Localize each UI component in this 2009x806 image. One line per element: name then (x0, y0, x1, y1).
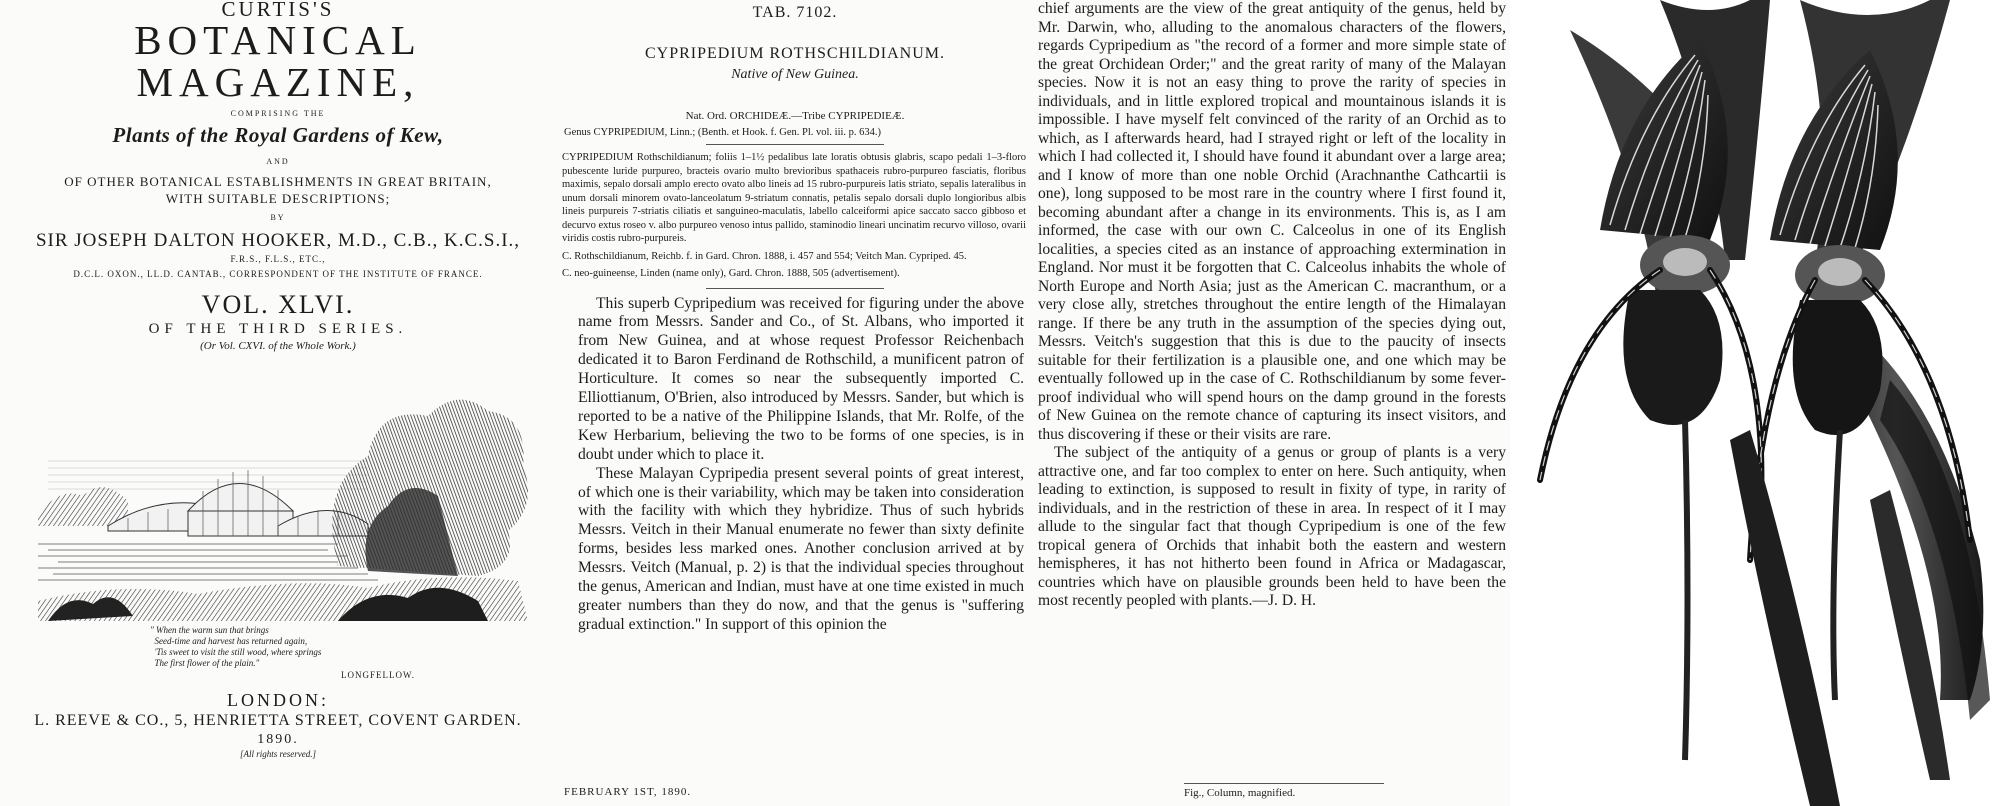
plants-of-kew: Plants of the Royal Gardens of Kew, (112, 123, 444, 147)
other-establishments: OF OTHER BOTANICAL ESTABLISHMENTS IN GREAT BRITAIN, (64, 174, 492, 189)
paragraph: These Malayan Cypripedia present several points of great interest, of which one is their variability, which may be taken into consideration with the facility with which they hybridize. Thus of such hybrids Messrs. Veitch in their Manual enumerate no fewer than sixty definite forms, besides less marked ones. Another conclusion arrived at by Messrs. Veitch (Manual, p. 2) is that the individual species throughout the genus, American and Indian, must have at one time existed in much greater numbers than they do now, and that the genus is "suffering gradual extinction." In support of this opinion the (578, 464, 1024, 633)
description-continued (1038, 0, 1506, 611)
epigraph-author: LONGFELLOW. (341, 670, 415, 680)
publication-year: 1890. (257, 732, 299, 747)
divider (706, 288, 884, 289)
natural-order: Nat. Ord. ORCHIDEÆ.—Tribe CYPRIPEDIEÆ. (685, 110, 905, 122)
divider (706, 144, 884, 145)
and-label: AND (266, 157, 290, 166)
paragraph: The subject of the antiquity of a genus or group of plants is a very attractive one, and far too complex to enter on here. Such antiquity, when leading to extinction, is supposed to result in fixity of type, in rarity of individuals, and in the restriction of these in area. In respect of it I may allude to the singular fact that though Cypripedium is one of the few tropical genera of Orchids that inhabit both the eastern and western hemispheres, it has not hitherto been found in Africa or Madagascar, countries which have on plausible grounds been held to have been the most recently peopled with plants.—J. D. H. (1038, 444, 1506, 609)
species-name: CYPRIPEDIUM ROTHSCHILDIANUM. (644, 45, 945, 62)
native-region: Native of New Guinea. (731, 67, 859, 82)
title-curtis: CURTIS'S (221, 0, 335, 21)
suitable-descriptions: WITH SUITABLE DESCRIPTIONS; (165, 191, 391, 206)
description-page-2 (1034, 0, 1510, 806)
synonym-2: C. neo-guineense, Linden (name only), Gard. Chron. 1888, 505 (advertisement). (562, 267, 900, 279)
description-page-1 (556, 0, 1034, 806)
kew-palm-house-engraving (38, 366, 538, 621)
latin-diagnosis: CYPRIPEDIUM Rothschildianum; foliis 1–1½ pedalibus late loratis obtusis glabris, scapo pedali 1–3-floro pubescente luride purpureo, bracteis ovario multo brevioribus spathaceis rubro-purpureo fasciatis, floribus maximis, sepalo dorsali amplo erecto ovato albo lineis ad 15 rubro-purpureis latis striato, sepalis lateralibus in unum dorsali minorem ovato-lanceolatum 9-striatum connatis, petalis sepalo dorsali duplo longioribus albis lineis purpureis 7-striatis ciliatis et sanguineo-maculatis, labello calceiformi apice saccato sacco gibboso et decurvo extus roseo v. albo purpureo venoso intus pallido, staminodio lineari uncinatim recurvo villoso, ovarii viridis costis rubro-purpureis. (562, 152, 1026, 244)
author-honors: F.R.S., F.L.S., ETC., (230, 254, 326, 264)
publisher: L. REEVE & CO., 5, HENRIETTA STREET, COVENT GARDEN. (34, 712, 522, 729)
paragraph: chief arguments are the view of the great antiquity of the genus, held by Mr. Darwin, who, alluding to the anomalous characters of the flowers, regards Cypripedium as "the record of a former and more simple state of the great Orchidean Order;" and the great rarity of many of the Malayan species. Now it is not an easy thing to prove the rarity of species in individuals, and in little explored tropical and mountainous islands it is impossible. I have myself felt convinced of the rarity of an Orchid as to which, as I afterwards heard, had I strayed right or left of the locality in which I had collected it, I should have found it abundant over a large area; and I know of more than one noble Orchid (Arachnanthe Cathcartii is one), long supposed to be most rare in the country where I first found it, becoming abundant after a change in its environments. This is, as I am informed, the case with our own C. Calceolus in one of its English localities, a species cited as an instance of approaching extermination in England. Nor must it be forgotten that C. Calceolus inhabits the whole of North Europe and North Asia; just as the American C. macranthum, or a very close ally, stretches throughout the entire length of the Himalayan range. If there be any truth in the assumption of the species dying out, Messrs. Veitch's suggestion that this is due to the paucity of insects suitable for their fertilization is a plausible one, and one which may be eventually followed up in the case of C. Rothschildianum by some fever-proof individual who will spend hours on the damp ground in the forests of New Guinea on the remote chance of capturing its insect visitors, and thus discovering if these or their visits are rare. (1038, 0, 1506, 443)
imprint-city: LONDON: (227, 690, 329, 710)
paragraph: This superb Cypripedium was received for figuring under the above name from Messrs. Sander and Co., of St. Albans, who imported it from New Guinea, and at whose request Professor Reichenbach dedicated it to Baron Ferdinand de Rothschild, a munificent patron of Horticulture. It comes so near the subsequently imported C. Elliottianum, O'Brien, also introduced by Messrs. Sander, but which is reported to be a native of the Philippine Islands, that Mr. Rolfe, of the Kew Herbarium, believing the two to be forms of one species, is in doubt under which to place it. (578, 294, 1024, 463)
title-page (0, 0, 556, 806)
orchid-illustration (1510, 0, 2009, 806)
figure-caption: Fig., Column, magnified. (1184, 787, 1296, 799)
author-degrees: D.C.L. OXON., LL.D. CANTAB., CORRESPONDENT OF THE INSTITUTE OF FRANCE. (73, 269, 483, 279)
series-label: OF THE THIRD SERIES. (148, 321, 408, 337)
author-name: SIR JOSEPH DALTON HOOKER, M.D., C.B., K.C.S.I., (35, 230, 521, 251)
genus-reference: Genus CYPRIPEDIUM, Linn.; (Benth. et Hook. f. Gen. Pl. vol. iii. p. 634.) (564, 127, 882, 138)
comprising-label: COMPRISING THE (230, 109, 326, 118)
by-label: BY (270, 213, 286, 222)
rights-notice: [All rights reserved.] (240, 749, 316, 759)
volume-number: VOL. XLVI. (201, 290, 355, 319)
plate-number: TAB. 7102. (752, 4, 838, 21)
synonym-1: C. Rothschildianum, Reichb. f. in Gard. Chron. 1888, i. 457 and 554; Veitch Man. Cypriped. 45. (562, 250, 967, 262)
divider (1184, 783, 1384, 784)
whole-work-label: (Or Vol. CXVI. of the Whole Work.) (200, 340, 356, 352)
longfellow-epigraph: " When the warm sun that brings Seed-time and harvest has returned again, 'Tis sweet to visit the still wood, where springs The first flower of the plain." (150, 625, 322, 668)
orchid-plate (1510, 0, 2009, 806)
description-body (578, 295, 1024, 635)
issue-date: FEBRUARY 1ST, 1890. (564, 786, 692, 798)
title-botanical-magazine: BOTANICAL MAGAZINE, (134, 17, 422, 105)
